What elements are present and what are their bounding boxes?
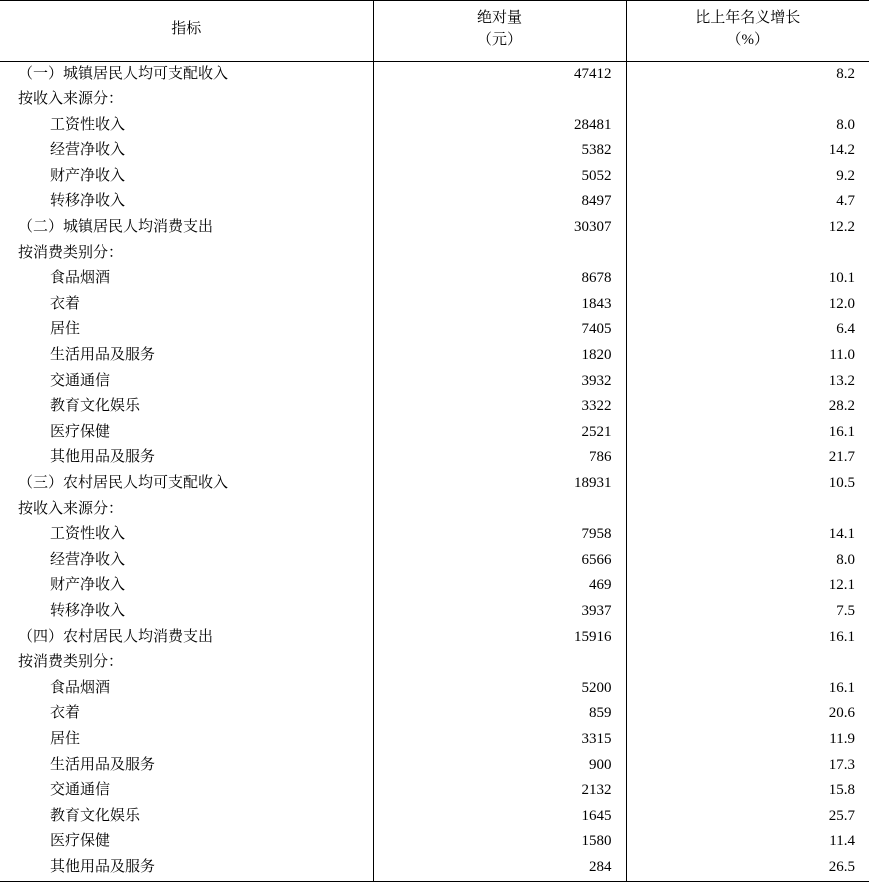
table-row <box>0 241 869 267</box>
row-absolute-value: 5382 <box>373 138 626 164</box>
row-absolute-value: 6566 <box>373 548 626 574</box>
row-label: 食品烟酒 <box>0 266 373 292</box>
row-absolute-value: 7958 <box>373 522 626 548</box>
row-label: 教育文化娱乐 <box>0 804 373 830</box>
row-growth-value: 28.2 <box>626 394 869 420</box>
row-growth-value: 12.1 <box>626 573 869 599</box>
row-label: （一）城镇居民人均可支配收入 <box>0 61 373 87</box>
row-growth-value <box>626 650 869 676</box>
row-absolute-value: 7405 <box>373 317 626 343</box>
row-absolute-value <box>373 87 626 113</box>
table-row <box>0 113 869 139</box>
row-label: 衣着 <box>0 701 373 727</box>
column-header-growth-title: 比上年名义增长 <box>695 10 800 26</box>
row-label: 其他用品及服务 <box>0 445 373 471</box>
row-growth-value: 16.1 <box>626 625 869 651</box>
row-absolute-value: 2132 <box>373 778 626 804</box>
column-header-indicator-title: 指标 <box>171 21 201 37</box>
row-label: 居住 <box>0 727 373 753</box>
column-header-growth-unit: （%） <box>627 30 869 52</box>
row-growth-value: 20.6 <box>626 701 869 727</box>
table-row <box>0 215 869 241</box>
row-absolute-value: 3322 <box>373 394 626 420</box>
table-row <box>0 625 869 651</box>
row-growth-value: 13.2 <box>626 369 869 395</box>
row-absolute-value: 3315 <box>373 727 626 753</box>
table-row <box>0 394 869 420</box>
table-row <box>0 445 869 471</box>
row-label: 工资性收入 <box>0 113 373 139</box>
row-label: 按消费类别分： <box>0 241 373 267</box>
row-absolute-value: 3937 <box>373 599 626 625</box>
row-growth-value: 14.1 <box>626 522 869 548</box>
column-header-absolute-unit: （元） <box>374 30 626 52</box>
row-label: 财产净收入 <box>0 164 373 190</box>
row-growth-value: 11.4 <box>626 829 869 855</box>
table-row <box>0 676 869 702</box>
row-growth-value: 11.9 <box>626 727 869 753</box>
table-row <box>0 266 869 292</box>
row-absolute-value: 1843 <box>373 292 626 318</box>
row-label: （三）农村居民人均可支配收入 <box>0 471 373 497</box>
row-growth-value: 12.2 <box>626 215 869 241</box>
row-label: 衣着 <box>0 292 373 318</box>
table-row <box>0 61 869 87</box>
row-absolute-value: 786 <box>373 445 626 471</box>
table-row <box>0 599 869 625</box>
row-label: （四）农村居民人均消费支出 <box>0 625 373 651</box>
row-absolute-value: 1580 <box>373 829 626 855</box>
row-growth-value: 26.5 <box>626 855 869 881</box>
table-row <box>0 292 869 318</box>
table-row <box>0 573 869 599</box>
table-row <box>0 87 869 113</box>
table-row <box>0 650 869 676</box>
table-row <box>0 471 869 497</box>
row-growth-value: 12.0 <box>626 292 869 318</box>
row-growth-value <box>626 241 869 267</box>
row-absolute-value: 284 <box>373 855 626 881</box>
row-absolute-value: 18931 <box>373 471 626 497</box>
table-row <box>0 701 869 727</box>
row-label: 交通通信 <box>0 778 373 804</box>
row-label: 经营净收入 <box>0 548 373 574</box>
row-absolute-value <box>373 241 626 267</box>
row-absolute-value: 28481 <box>373 113 626 139</box>
row-growth-value <box>626 87 869 113</box>
row-label: （二）城镇居民人均消费支出 <box>0 215 373 241</box>
row-growth-value: 11.0 <box>626 343 869 369</box>
table-row <box>0 138 869 164</box>
row-growth-value: 16.1 <box>626 676 869 702</box>
row-growth-value: 16.1 <box>626 420 869 446</box>
row-label: 按收入来源分： <box>0 497 373 523</box>
row-growth-value: 8.0 <box>626 113 869 139</box>
table-row <box>0 164 869 190</box>
row-absolute-value: 1820 <box>373 343 626 369</box>
row-absolute-value: 47412 <box>373 61 626 87</box>
table-row <box>0 343 869 369</box>
row-label: 医疗保健 <box>0 420 373 446</box>
table-row <box>0 369 869 395</box>
row-label: 转移净收入 <box>0 189 373 215</box>
row-label: 工资性收入 <box>0 522 373 548</box>
row-absolute-value: 8497 <box>373 189 626 215</box>
table-row <box>0 778 869 804</box>
row-growth-value: 8.2 <box>626 61 869 87</box>
row-growth-value: 4.7 <box>626 189 869 215</box>
column-header-growth <box>626 1 869 62</box>
row-absolute-value: 859 <box>373 701 626 727</box>
table-row <box>0 727 869 753</box>
row-absolute-value: 3932 <box>373 369 626 395</box>
row-growth-value: 15.8 <box>626 778 869 804</box>
row-absolute-value: 469 <box>373 573 626 599</box>
row-label: 生活用品及服务 <box>0 343 373 369</box>
column-header-absolute <box>373 1 626 62</box>
table-row <box>0 420 869 446</box>
row-growth-value: 14.2 <box>626 138 869 164</box>
row-label: 财产净收入 <box>0 573 373 599</box>
row-growth-value: 10.5 <box>626 471 869 497</box>
column-header-indicator <box>0 1 373 62</box>
row-absolute-value <box>373 497 626 523</box>
table-row <box>0 522 869 548</box>
row-absolute-value: 30307 <box>373 215 626 241</box>
row-label: 其他用品及服务 <box>0 855 373 881</box>
row-growth-value: 6.4 <box>626 317 869 343</box>
row-label: 转移净收入 <box>0 599 373 625</box>
row-absolute-value: 2521 <box>373 420 626 446</box>
row-label: 经营净收入 <box>0 138 373 164</box>
row-absolute-value: 900 <box>373 753 626 779</box>
table-header-row <box>0 1 869 62</box>
row-absolute-value: 8678 <box>373 266 626 292</box>
row-absolute-value: 1645 <box>373 804 626 830</box>
row-growth-value: 17.3 <box>626 753 869 779</box>
row-growth-value: 21.7 <box>626 445 869 471</box>
row-label: 医疗保健 <box>0 829 373 855</box>
row-label: 食品烟酒 <box>0 676 373 702</box>
row-label: 按收入来源分： <box>0 87 373 113</box>
table-row <box>0 497 869 523</box>
row-absolute-value: 5052 <box>373 164 626 190</box>
table-row <box>0 753 869 779</box>
row-label: 交通通信 <box>0 369 373 395</box>
row-label: 按消费类别分： <box>0 650 373 676</box>
row-absolute-value: 5200 <box>373 676 626 702</box>
column-header-absolute-title: 绝对量 <box>477 10 522 26</box>
table-row <box>0 855 869 881</box>
row-growth-value: 8.0 <box>626 548 869 574</box>
table-row <box>0 804 869 830</box>
row-label: 教育文化娱乐 <box>0 394 373 420</box>
row-growth-value: 7.5 <box>626 599 869 625</box>
table-row <box>0 548 869 574</box>
row-growth-value: 25.7 <box>626 804 869 830</box>
row-growth-value <box>626 497 869 523</box>
table-body <box>0 61 869 881</box>
row-absolute-value <box>373 650 626 676</box>
row-absolute-value: 15916 <box>373 625 626 651</box>
row-label: 居住 <box>0 317 373 343</box>
table-row <box>0 829 869 855</box>
table-row <box>0 189 869 215</box>
row-label: 生活用品及服务 <box>0 753 373 779</box>
row-growth-value: 9.2 <box>626 164 869 190</box>
row-growth-value: 10.1 <box>626 266 869 292</box>
table-header <box>0 1 869 62</box>
table-row <box>0 317 869 343</box>
